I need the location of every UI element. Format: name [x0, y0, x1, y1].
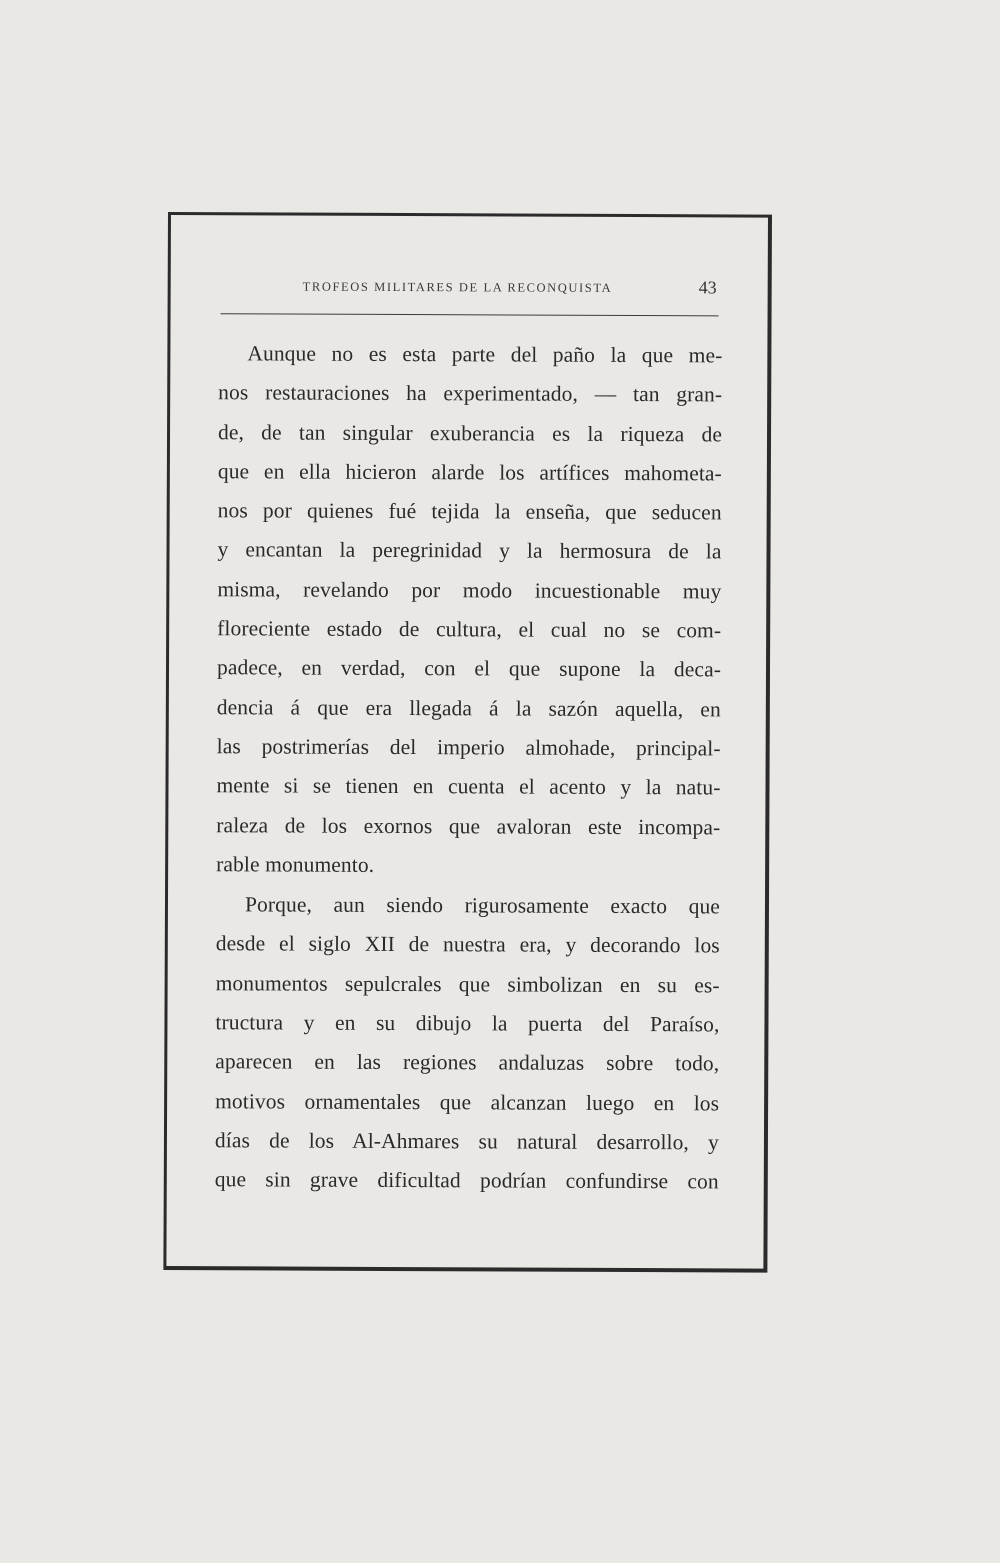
text-line: desde el siglo XII de nuestra era, y decorando los: [215, 931, 720, 958]
running-title: TROFEOS MILITARES DE LA RECONQUISTA: [302, 279, 613, 295]
text-line: motivos ornamentales que alcanzan luego en los: [215, 1088, 720, 1116]
text-line: rable monumento.: [216, 852, 375, 877]
text-line: dencia á que era llegada á la sazón aquella, en: [216, 694, 721, 722]
text-line: raleza de los exornos que avaloran este incompa-: [216, 812, 721, 839]
text-line: nos por quienes fué tejida la enseña, que seducen: [217, 498, 722, 525]
body-text: [215, 334, 723, 1202]
running-header: [221, 277, 719, 316]
page-border-frame: [163, 212, 772, 1273]
text-line: que sin grave dificultad podrían confundirse con: [214, 1167, 719, 1194]
text-line: misma, revelando por modo incuestionable muy: [217, 577, 722, 604]
text-line: mente si se tienen en cuenta el acento y la natu-: [216, 773, 721, 800]
text-line: y encantan la peregrinidad y la hermosura de la: [217, 537, 722, 564]
text-line: tructura y en su dibujo la puerta del Paraíso,: [215, 1010, 720, 1037]
text-line: que en ella hicieron alarde los artífices mahometa-: [217, 459, 722, 486]
text-line: nos restauraciones ha experimentado, — tan gran-: [218, 380, 723, 407]
paragraph-2: [215, 885, 720, 1202]
page-number: 43: [698, 277, 717, 298]
text-line: Porque, aun siendo rigurosamente exacto que: [244, 892, 721, 919]
text-line: de, de tan singular exuberancia es la riqueza de: [217, 419, 723, 447]
text-line: las postrimerías del imperio almohade, principal-: [216, 734, 721, 761]
paragraph-1: [216, 334, 722, 886]
text-line: monumentos sepulcrales que simbolizan en su es-: [215, 970, 720, 998]
text-line: días de los Al-Ahmares su natural desarrollo, y: [214, 1128, 719, 1155]
text-line: floreciente estado de cultura, el cual no se com-: [217, 616, 722, 643]
text-line: padece, en verdad, con el que supone la deca-: [216, 655, 722, 682]
text-line: Aunque no es esta parte del paño la que me-: [247, 341, 723, 368]
text-line: aparecen en las regiones andaluzas sobre todo,: [215, 1049, 720, 1076]
